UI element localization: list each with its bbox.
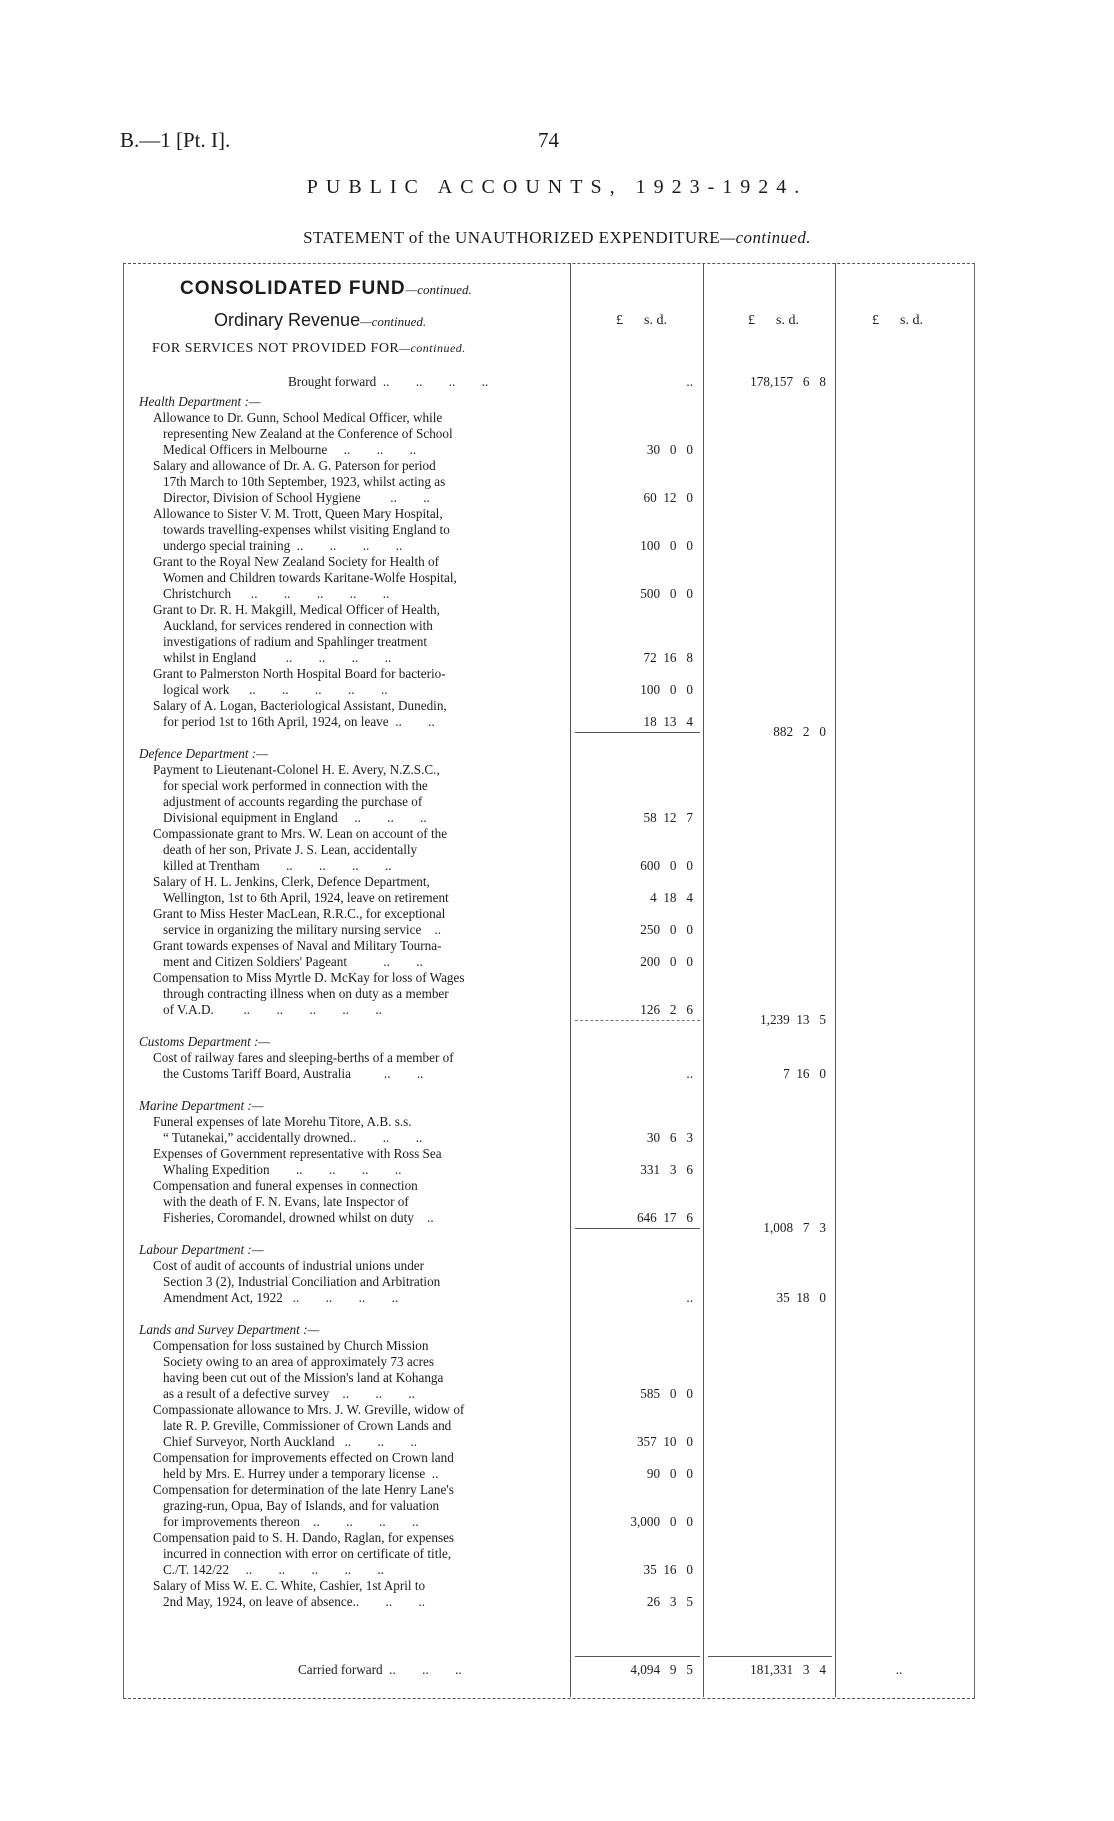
revenue-heading [214,310,426,331]
expenditure-line: logical work .. .. .. .. .. [163,682,388,697]
expenditure-line: as a result of a defective survey .. .. .. [163,1386,415,1401]
expenditure-line: Compassionate allowance to Mrs. J. W. Greville, widow of [153,1402,465,1417]
subtotal-rule [575,1228,700,1229]
expenditure-line: Cost of railway fares and sleeping-berths of a member of [153,1050,454,1065]
expenditure-line: Compensation for loss sustained by Church Mission [153,1338,429,1353]
amount-col1: 18 13 4 [643,714,693,729]
amount-col1: 600 0 0 [640,858,693,873]
expenditure-line: Chief Surveyor, North Auckland .. .. .. [163,1434,418,1449]
subtotal-col2: 7 16 0 [783,1066,826,1081]
expenditure-line: towards travelling-expenses whilst visiting England to [163,522,450,537]
revenue-heading-name: Ordinary Revenue [214,310,361,330]
amount-col1: 500 0 0 [640,586,693,601]
expenditure-line: for improvements thereon .. .. .. .. [163,1514,419,1529]
expenditure-line: Fisheries, Coromandel, drowned whilst on duty .. [163,1210,434,1225]
statement-continued: —continued. [720,228,811,247]
department-heading: Customs Department :— [139,1034,271,1049]
carried-forward-col3: .. [895,1662,903,1677]
department-heading: Lands and Survey Department :— [139,1322,320,1337]
expenditure-line: Salary of A. Logan, Bacteriological Assistant, Dunedin, [153,698,447,713]
expenditure-line: C./T. 142/22 .. .. .. .. .. [163,1562,385,1577]
expenditure-line: Compensation paid to S. H. Dando, Raglan, for expenses [153,1530,455,1545]
expenditure-line: representing New Zealand at the Conference of School [163,426,453,441]
amount-col1: 331 3 6 [640,1162,693,1177]
expenditure-line: Salary of H. L. Jenkins, Clerk, Defence Department, [153,874,430,889]
revenue-heading-continued: —continued. [360,314,427,329]
expenditure-line: Payment to Lieutenant-Colonel H. E. Avery, N.Z.S.C., [153,762,440,777]
subtotal-col2: 1,239 13 5 [760,1012,826,1027]
expenditure-line: Grant to the Royal New Zealand Society for Health of [153,554,440,569]
expenditure-line: Compensation to Miss Myrtle D. McKay for loss of Wages [153,970,465,985]
brought-forward-col2: 178,157 6 8 [750,374,826,389]
expenditure-line: Compensation for determination of the late Henry Lane's [153,1482,454,1497]
expenditure-line: service in organizing the military nursing service .. [163,922,442,937]
column-divider-2 [703,263,704,1697]
expenditure-line: late R. P. Greville, Commissioner of Crown Lands and [163,1418,452,1433]
expenditure-line: for period 1st to 16th April, 1924, on leave .. .. [163,714,435,729]
total-rule-col1 [575,1656,700,1657]
expenditure-line: Salary of Miss W. E. C. White, Cashier, 1st April to [153,1578,426,1593]
expenditure-line: Section 3 (2), Industrial Conciliation and Arbitration [163,1274,441,1289]
subtotal-col2: 1,008 7 3 [763,1220,826,1235]
expenditure-line: death of her son, Private J. S. Lean, accidentally [163,842,418,857]
page-title: PUBLIC ACCOUNTS, 1923-1924. [306,176,808,198]
expenditure-line: “ Tutanekai,” accidentally drowned.. .. .. [163,1130,423,1145]
department-heading: Health Department :— [139,394,261,409]
currency-heading-col3: £ s. d. [872,313,923,328]
department-heading: Marine Department :— [139,1098,264,1113]
currency-heading-col1: £ s. d. [616,313,667,328]
expenditure-line: investigations of radium and Spahlinger treatment [163,634,428,649]
subtotal-rule [575,732,700,733]
amount-col1: 357 10 0 [636,1434,693,1449]
amount-col1: 200 0 0 [640,954,693,969]
amount-col1: 72 16 8 [643,650,693,665]
expenditure-line: adjustment of accounts regarding the purchase of [163,794,423,809]
expenditure-line: Grant to Miss Hester MacLean, R.R.C., for exceptional [153,906,446,921]
brought-forward-col1: .. [686,374,693,389]
subtotal-col2: 882 2 0 [773,724,826,739]
expenditure-line: held by Mrs. E. Hurrey under a temporary license .. [163,1466,439,1481]
expenditure-line: the Customs Tariff Board, Australia .. .. [163,1066,424,1081]
expenditure-line: Cost of audit of accounts of industrial unions under [153,1258,425,1273]
amount-col1: 100 0 0 [640,682,693,697]
expenditure-line: Medical Officers in Melbourne .. .. .. [163,442,417,457]
brought-forward-label: Brought forward .. .. .. .. [288,374,489,389]
fund-heading-continued: —continued. [405,282,472,297]
expenditure-line: killed at Trentham .. .. .. .. [163,858,392,873]
amount-col1: .. [686,1066,693,1081]
amount-col1: 60 12 0 [643,490,693,505]
subtotal-col2: 35 18 0 [776,1290,826,1305]
column-divider-3 [835,263,836,1697]
expenditure-line: Allowance to Sister V. M. Trott, Queen Mary Hospital, [153,506,443,521]
expenditure-line: Compensation and funeral expenses in connection [153,1178,418,1193]
expenditure-line: having been cut out of the Mission's land at Kohanga [163,1370,444,1385]
amount-col1: 100 0 0 [640,538,693,553]
expenditure-line: for special work performed in connection with the [163,778,428,793]
amount-col1: 646 17 6 [636,1210,693,1225]
amount-col1: 4 18 4 [650,890,693,905]
expenditure-line: Auckland, for services rendered in connection with [163,618,433,633]
expenditure-line: Amendment Act, 1922 .. .. .. .. [163,1290,399,1305]
expenditure-line: grazing-run, Opua, Bay of Islands, and for valuation [163,1498,440,1513]
statement-main: STATEMENT of the UNAUTHORIZED EXPENDITURE [303,228,721,247]
amount-col1: 126 2 6 [640,1002,693,1017]
currency-heading-col2: £ s. d. [748,313,799,328]
expenditure-line: whilst in England .. .. .. .. [163,650,392,665]
expenditure-line: 2nd May, 1924, on leave of absence.. .. .. [163,1594,426,1609]
expenditure-line: undergo special training .. .. .. .. [163,538,403,553]
amount-col1: 585 0 0 [640,1386,693,1401]
expenditure-line: Funeral expenses of late Morehu Titore, A.B. s.s. [153,1114,412,1129]
expenditure-line: Society owing to an area of approximately 73 acres [163,1354,434,1369]
document-reference: B.—1 [Pt. I]. [120,128,231,152]
expenditure-line: Christchurch .. .. .. .. .. [163,586,390,601]
total-rule-col2 [708,1656,832,1657]
expenditure-line: Whaling Expedition .. .. .. .. [163,1162,402,1177]
services-heading [152,341,466,357]
expenditure-line: through contracting illness when on duty as a member [163,986,449,1001]
statement-title [0,228,1114,248]
services-heading-continued: —continued. [399,341,466,355]
expenditure-line: Allowance to Dr. Gunn, School Medical Officer, while [153,410,443,425]
amount-col1: 30 6 3 [646,1130,693,1145]
fund-heading-name: CONSOLIDATED FUND [180,278,406,299]
column-divider-1 [570,263,571,1697]
amount-col1: 26 3 5 [646,1594,693,1609]
expenditure-line: Compassionate grant to Mrs. W. Lean on account of the [153,826,448,841]
department-heading: Labour Department :— [139,1242,264,1257]
expenditure-line: Grant towards expenses of Naval and Military Tourna- [153,938,442,953]
expenditure-line: incurred in connection with error on certificate of title, [163,1546,452,1561]
expenditure-line: Director, Division of School Hygiene .. .. [163,490,430,505]
expenditure-line: Grant to Dr. R. H. Makgill, Medical Officer of Health, [153,602,440,617]
amount-col1: 58 12 7 [643,810,693,825]
page-number: 74 [538,128,559,152]
expenditure-line: Wellington, 1st to 6th April, 1924, leave on retirement [163,890,449,905]
expenditure-line: with the death of F. N. Evans, late Inspector of [163,1194,409,1209]
carried-forward-label: Carried forward .. .. .. [298,1662,462,1677]
amount-col1: 250 0 0 [640,922,693,937]
fund-heading [180,278,472,300]
services-heading-name: FOR SERVICES NOT PROVIDED FOR [152,341,400,356]
amount-col1: 90 0 0 [646,1466,693,1481]
expenditure-line: Grant to Palmerston North Hospital Board for bacterio- [153,666,446,681]
expenditure-line: Divisional equipment in England .. .. .. [163,810,427,825]
carried-forward-col1: 4,094 9 5 [630,1662,693,1677]
expenditure-line: 17th March to 10th September, 1923, whilst acting as [163,474,446,489]
carried-forward-col2: 181,331 3 4 [750,1662,826,1677]
amount-col1: 35 16 0 [643,1562,693,1577]
expenditure-line: of V.A.D. .. .. .. .. .. [163,1002,382,1017]
amount-col1: 30 0 0 [646,442,693,457]
amount-col1: .. [686,1290,693,1305]
amount-col1: 3,000 0 0 [630,1514,693,1529]
expenditure-line: ment and Citizen Soldiers' Pageant .. .. [163,954,423,969]
subtotal-rule [575,1020,700,1021]
department-heading: Defence Department :— [139,746,268,761]
expenditure-line: Women and Children towards Karitane-Wolfe Hospital, [163,570,457,585]
expenditure-line: Compensation for improvements effected on Crown land [153,1450,454,1465]
expenditure-line: Salary and allowance of Dr. A. G. Paterson for period [153,458,436,473]
expenditure-line: Expenses of Government representative with Ross Sea [153,1146,442,1161]
